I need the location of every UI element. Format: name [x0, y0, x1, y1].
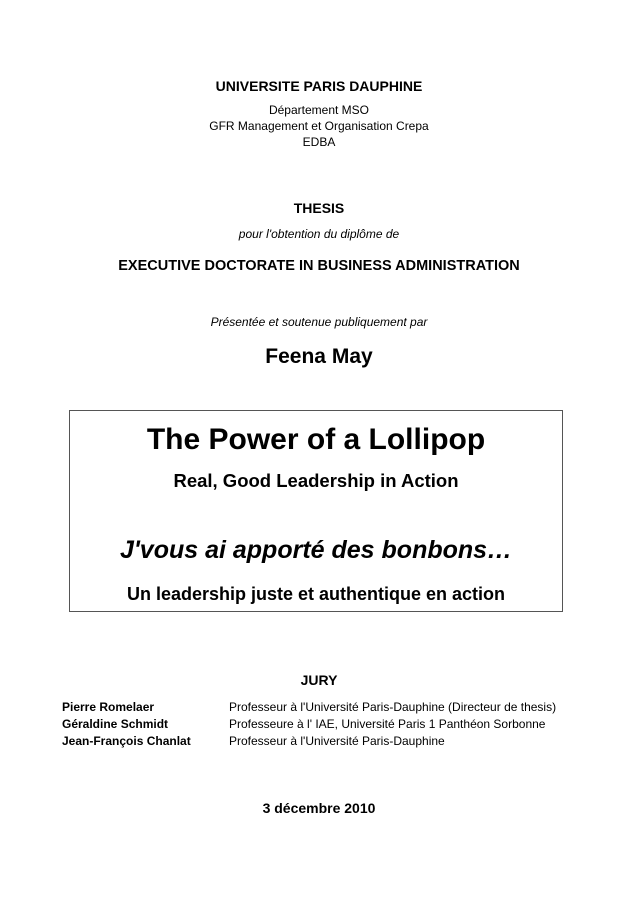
title-en: The Power of a Lollipop: [146, 423, 486, 456]
title-box: [69, 410, 563, 612]
jury-member-role: Professeur à l'Université Paris-Dauphine: [229, 734, 445, 748]
jury-label: JURY: [300, 672, 338, 688]
jury-member-role: Professeure à l' IAE, Université Paris 1 Panthéon Sorbonne: [229, 717, 546, 731]
jury-member-role: Professeur à l'Université Paris-Dauphine (Directeur de thesis): [229, 700, 557, 714]
jury-member-name: Jean-François Chanlat: [62, 734, 191, 748]
author-name: Feena May: [265, 345, 373, 368]
title-fr: J'vous ai apporté des bonbons…: [119, 536, 513, 564]
thesis-purpose: pour l'obtention du diplôme de: [238, 227, 400, 241]
university-name: UNIVERSITE PARIS DAUPHINE: [215, 78, 423, 94]
defense-date: 3 décembre 2010: [262, 800, 376, 816]
jury-member-name: Géraldine Schmidt: [62, 717, 169, 731]
research-group: GFR Management et Organisation Crepa: [209, 119, 429, 133]
subtitle-fr: Un leadership juste et authentique en action: [126, 584, 506, 604]
presented-by: Présentée et soutenue publiquement par: [210, 315, 428, 329]
subtitle-en: Real, Good Leadership in Action: [173, 470, 459, 491]
degree-name: EXECUTIVE DOCTORATE IN BUSINESS ADMINISTRATION: [118, 258, 520, 274]
department: Département MSO: [268, 103, 370, 117]
jury-member-name: Pierre Romelaer: [62, 700, 155, 714]
program: EDBA: [302, 135, 336, 149]
thesis-label: THESIS: [293, 200, 345, 216]
